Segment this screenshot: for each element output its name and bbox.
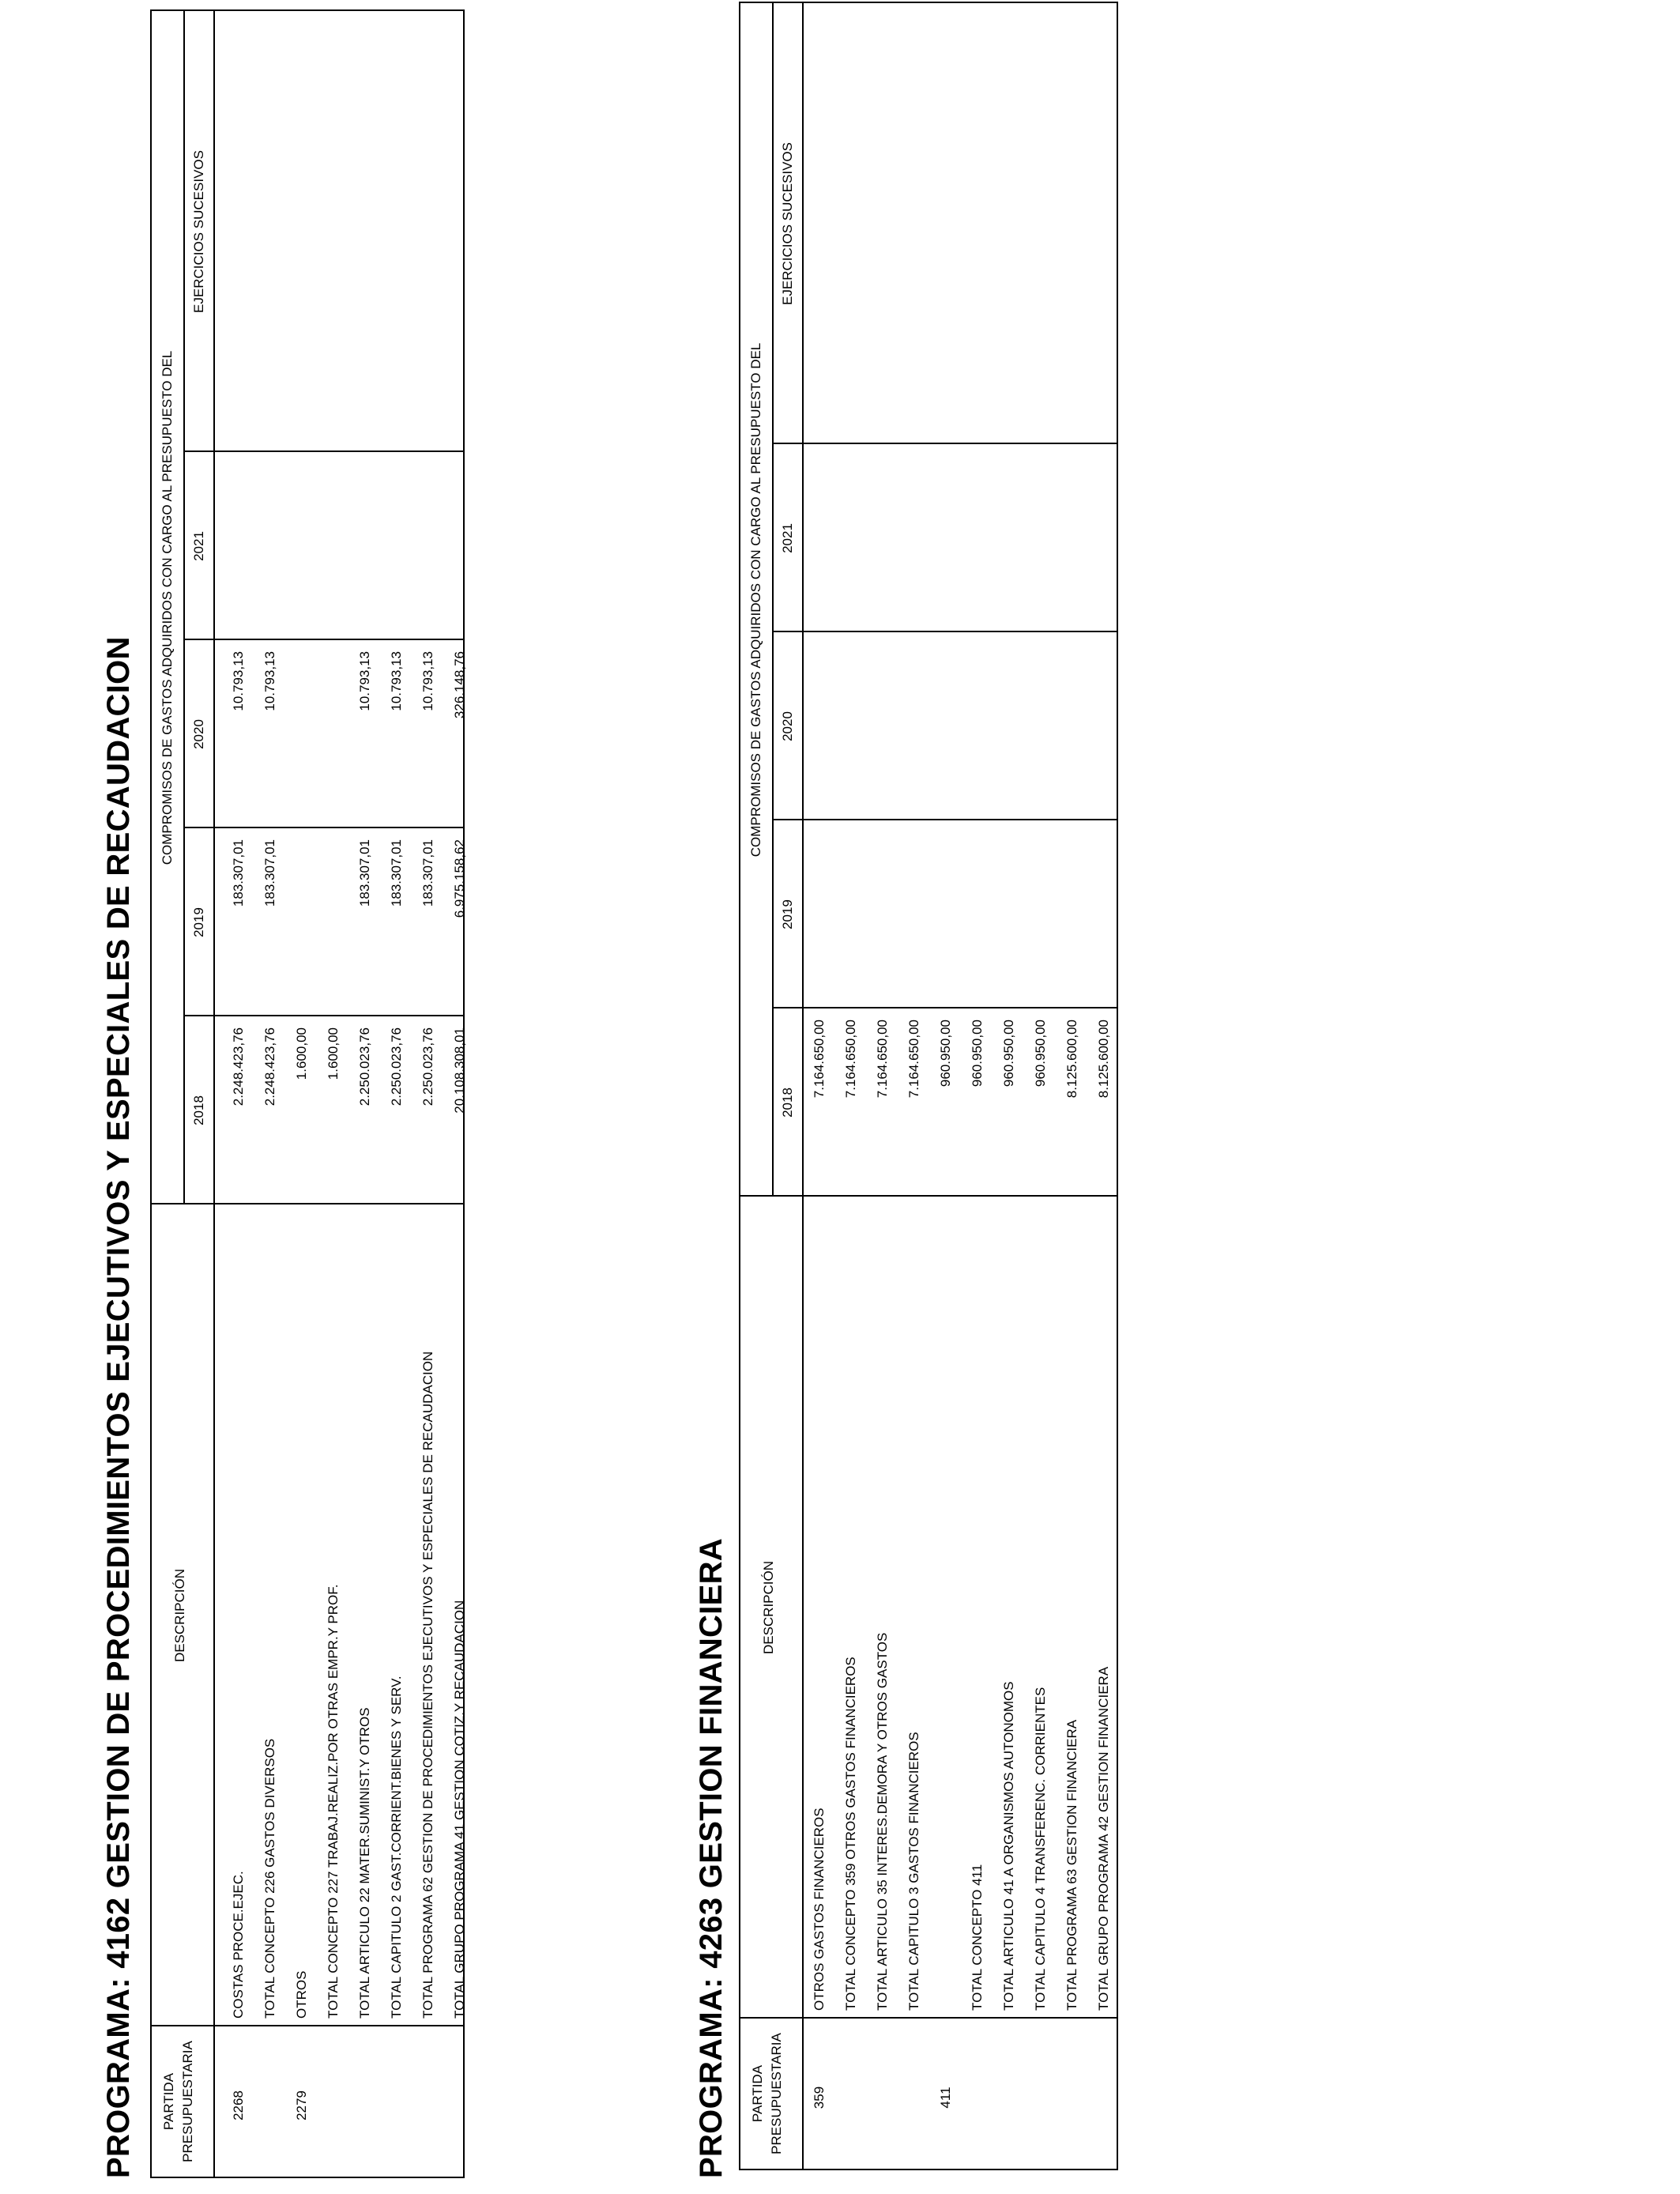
amount-2020: 10.793,13 (357, 651, 372, 711)
row-description: TOTAL CAPITULO 3 GASTOS FINANCIEROS (906, 1732, 921, 2011)
row-description: COSTAS PROCE.EJEC. (231, 1871, 246, 2019)
year-header: 2020 (191, 719, 206, 749)
amount-2018: 8.125.600,00 (1064, 1020, 1079, 1099)
partida-code: 359 (812, 2086, 827, 2109)
year-header: EJERCICIOS SUCESIVOS (191, 150, 206, 313)
amount-2018: 8.125.600,00 (1096, 1020, 1111, 1099)
partida-code: 411 (938, 2087, 953, 2109)
program-table-2 (739, 2, 1118, 2170)
amount-2020: 326.148,76 (452, 651, 467, 719)
year-header: EJERCICIOS SUCESIVOS (780, 142, 795, 305)
amount-2019: 183.307,01 (231, 839, 246, 907)
compromisos-header: COMPROMISOS DE GASTOS ADQUIRIDOS CON CARGO AL PRESUPUESTO DEL (160, 350, 175, 865)
row-description: TOTAL CONCEPTO 359 OTROS GASTOS FINANCIEROS (843, 1657, 858, 2011)
partida-code: 2268 (231, 2090, 246, 2120)
amount-2019: 183.307,01 (357, 839, 372, 907)
year-header: 2021 (191, 531, 206, 561)
partida-header: PARTIDA (750, 2064, 765, 2123)
program-table-1 (150, 9, 465, 2178)
partida-divider (740, 2017, 1117, 2019)
year-divider (772, 819, 1117, 820)
amount-2018: 2.250.023,76 (357, 1027, 372, 1106)
descripcion-header: DESCRIPCIÓN (761, 1560, 776, 1655)
year-divider (772, 443, 1117, 444)
partida-code: 2279 (294, 2090, 309, 2120)
row-description: TOTAL ARTICULO 22 MATER.SUMINIST.Y OTROS (357, 1707, 372, 2019)
table-grid-2 (740, 3, 1117, 2169)
amount-2019: 183.307,01 (262, 839, 277, 907)
amount-2018: 1.600,00 (294, 1027, 309, 1080)
row-description: TOTAL CONCEPTO 227 TRABAJ.REALIZ.POR OTRAS EMPR.Y PROF. (326, 1584, 341, 2019)
year-header: 2021 (780, 523, 795, 553)
amount-2018: 20.108.308,01 (452, 1027, 467, 1114)
amount-2020: 10.793,13 (262, 651, 277, 711)
table-grid-1 (152, 11, 467, 2177)
amount-2018: 7.164.650,00 (812, 1020, 827, 1099)
amount-2019: 6.975.158,62 (452, 839, 467, 918)
amount-2018: 960.950,00 (970, 1020, 985, 1088)
amount-2018: 2.248.423,76 (262, 1027, 277, 1106)
year-header: 2018 (191, 1095, 206, 1125)
row-description: TOTAL GRUPO PROGRAMA 41 GESTION COTIZ.Y RECAUDACION (452, 1600, 467, 2019)
program-title-2: PROGRAMA: 4263 GESTION FINANCIERA (694, 1538, 729, 2178)
amount-2018: 7.164.650,00 (906, 1020, 921, 1099)
row-description: TOTAL ARTICULO 35 INTERES.DEMORA Y OTROS GASTOS (875, 1632, 890, 2011)
amount-2019: 183.307,01 (420, 839, 435, 907)
partida-header: PARTIDA (161, 2072, 176, 2131)
year-divider (772, 1007, 1117, 1008)
presupuestaria-header: PRESUPUESTARIA (180, 2041, 195, 2162)
amount-2019: 183.307,01 (389, 839, 404, 907)
year-header: 2019 (780, 899, 795, 929)
presupuestaria-header: PRESUPUESTARIA (769, 2033, 784, 2154)
compromisos-divider (772, 3, 774, 1197)
amount-2020: 10.793,13 (420, 651, 435, 711)
row-description: TOTAL PROGRAMA 63 GESTION FINANCIERA (1064, 1719, 1079, 2011)
row-description: TOTAL CAPITULO 4 TRANSFERENC. CORRIENTES (1033, 1687, 1048, 2011)
year-header: 2020 (780, 711, 795, 741)
row-description: OTROS GASTOS FINANCIEROS (812, 1808, 827, 2011)
program-title-1: PROGRAMA: 4162 GESTION DE PROCEDIMIENTOS EJECUTIVOS Y ESPECIALES DE RECAUDACION (101, 636, 136, 2178)
amount-2018: 7.164.650,00 (875, 1020, 890, 1099)
row-description: TOTAL ARTICULO 41 A ORGANISMOS AUTONOMOS (1001, 1681, 1016, 2011)
compromisos-divider (183, 11, 185, 1204)
amount-2018: 2.250.023,76 (389, 1027, 404, 1106)
row-description: TOTAL CAPITULO 2 GAST.CORRIENT.BIENES Y SERV. (389, 1676, 404, 2019)
descripcion-header: DESCRIPCIÓN (172, 1568, 187, 1663)
partida-divider (152, 2025, 463, 2026)
amount-2018: 2.248.423,76 (231, 1027, 246, 1106)
row-description: OTROS (294, 1970, 309, 2019)
amount-2018: 7.164.650,00 (843, 1020, 858, 1099)
amount-2018: 960.950,00 (1001, 1020, 1016, 1088)
year-divider (772, 631, 1117, 632)
description-divider (740, 1195, 1117, 1197)
year-header: 2018 (780, 1088, 795, 1118)
row-description: TOTAL CONCEPTO 411 (970, 1864, 985, 2011)
year-divider (183, 450, 463, 452)
amount-2018: 960.950,00 (1033, 1020, 1048, 1088)
amount-2018: 1.600,00 (326, 1027, 341, 1080)
amount-2020: 10.793,13 (231, 651, 246, 711)
year-divider (183, 639, 463, 640)
amount-2018: 2.250.023,76 (420, 1027, 435, 1106)
amount-2020: 10.793,13 (389, 651, 404, 711)
row-description: TOTAL CONCEPTO 226 GASTOS DIVERSOS (262, 1738, 277, 2019)
row-description: TOTAL GRUPO PROGRAMA 42 GESTION FINANCIERA (1096, 1666, 1111, 2011)
amount-2018: 960.950,00 (938, 1020, 953, 1088)
compromisos-header: COMPROMISOS DE GASTOS ADQUIRIDOS CON CARGO AL PRESUPUESTO DEL (748, 342, 763, 858)
year-header: 2019 (191, 907, 206, 937)
row-description: TOTAL PROGRAMA 62 GESTION DE PROCEDIMIENTOS EJECUTIVOS Y ESPECIALES DE RECAUDACION (420, 1351, 435, 2019)
